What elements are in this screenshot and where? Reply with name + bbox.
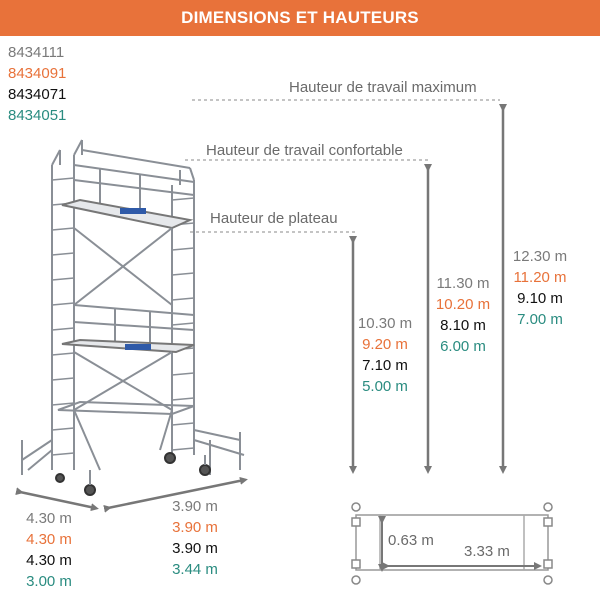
height-value: 11.20 m bbox=[513, 269, 567, 286]
height-value: 6.00 m bbox=[440, 338, 486, 355]
height-value: 10.20 m bbox=[435, 296, 491, 313]
page-title: DIMENSIONS ET HAUTEURS bbox=[181, 8, 419, 27]
width-arrow bbox=[20, 492, 95, 508]
comfortable-working-height-label: Hauteur de travail confortable bbox=[206, 142, 403, 159]
height-value: 10.30 m bbox=[357, 315, 413, 332]
height-value: 7.10 m bbox=[362, 357, 408, 374]
height-value: 12.30 m bbox=[512, 248, 568, 265]
dimension-value: 3.00 m bbox=[26, 573, 72, 590]
product-code: 8434111 bbox=[8, 44, 65, 61]
max-height-values bbox=[503, 246, 577, 330]
dimension-value: 4.30 m bbox=[26, 531, 72, 548]
height-value: 11.30 m bbox=[436, 275, 490, 292]
platform-height-label: Hauteur de plateau bbox=[210, 210, 338, 227]
dimension-value: 4.30 m bbox=[26, 510, 72, 527]
footprint-width-label: 0.63 m bbox=[388, 532, 434, 549]
height-value: 9.10 m bbox=[517, 290, 563, 307]
product-code: 8434051 bbox=[8, 107, 67, 124]
max-working-height-label: Hauteur de travail maximum bbox=[289, 79, 477, 96]
height-value: 7.00 m bbox=[517, 311, 563, 328]
footprint-length-label: 3.33 m bbox=[464, 543, 510, 560]
dimension-value: 4.30 m bbox=[26, 552, 72, 569]
dimension-value: 3.44 m bbox=[172, 561, 218, 578]
dimension-value: 3.90 m bbox=[172, 519, 218, 536]
platform-height-values bbox=[350, 313, 420, 397]
product-code: 8434091 bbox=[8, 65, 67, 82]
height-value: 5.00 m bbox=[362, 378, 408, 395]
height-value: 9.20 m bbox=[362, 336, 408, 353]
scaffold-tower-illustration bbox=[22, 140, 244, 495]
comfortable-height-values bbox=[426, 273, 500, 357]
product-code: 8434071 bbox=[8, 86, 67, 103]
length-dimension-values bbox=[162, 496, 228, 580]
height-value: 8.10 m bbox=[440, 317, 486, 334]
dimension-value: 3.90 m bbox=[172, 540, 218, 557]
dimension-value: 3.90 m bbox=[172, 498, 218, 515]
width-dimension-values bbox=[16, 508, 82, 592]
